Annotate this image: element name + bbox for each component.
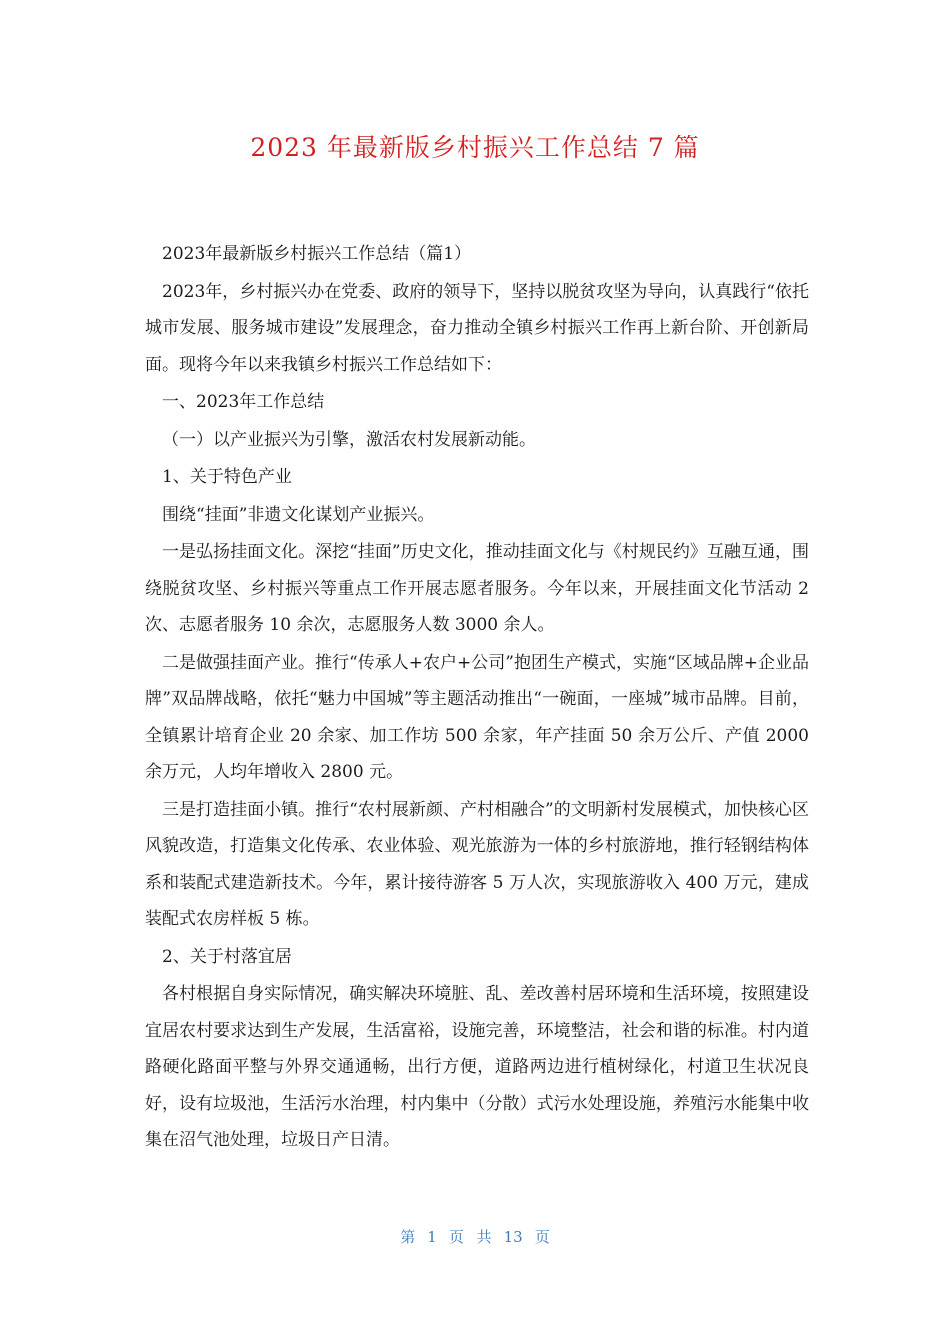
footer-middle: 页 共 — [448, 1228, 492, 1246]
body-paragraph: 二是做强挂面产业。推行“传承人+农户+公司”抱团生产模式，实施“区域品牌+企业品牌”双品牌战略，依托“魅力中国城”等主题活动推出“一碗面，一座城”城市品牌。目前，全镇累计培育企业 20 余家、加工作坊 500 余家，年产挂面 50 余万公斤、产值 2000 余万元，人均年增收入 2800 元。 — [145, 652, 809, 782]
intro-paragraph: 2023年，乡村振兴办在党委、政府的领导下，坚持以脱贫攻坚为导向，认真践行“依托城市发展、服务城市建设”发展理念，奋力推动全镇乡村振兴工作再上新台阶、开创新局面。现将今年以来我镇乡村振兴工作总结如下： — [145, 281, 809, 375]
body-paragraph: 围绕“挂面”非遗文化谋划产业振兴。 — [162, 504, 435, 525]
body-paragraph: 三是打造挂面小镇。推行“农村展新颜、产村相融合”的文明新村发展模式，加快核心区风貌改造，打造集文化传承、农业体验、观光旅游为一体的乡村旅游地，推行轻钢结构体系和装配式建造新技术。今年，累计接待游客 5 万人次，实现旅游收入 400 万元，建成装配式农房样板 5 栋。 — [145, 799, 809, 929]
document-body — [145, 236, 809, 1159]
body-paragraph: 一是弘扬挂面文化。深挖“挂面”历史文化，推动挂面文化与《村规民约》互融互通，围绕脱贫攻坚、乡村振兴等重点工作开展志愿者服务。今年以来，开展挂面文化节活动 2 次、志愿者服务 10 余次，志愿服务人数 3000 余人。 — [145, 542, 809, 635]
body-paragraph: 各村根据自身实际情况，确实解决环境脏、乱、差改善村居环境和生活环境，按照建设宜居农村要求达到生产发展，生活富裕，设施完善，环境整洁，社会和谐的标准。村内道路硬化路面平整与外界交通通畅，出行方便，道路两边进行植树绿化，村道卫生状况良好，设有垃圾池，生活污水治理，村内集中（分散）式污水处理设施，养殖污水能集中收集在沼气池处理，垃圾日产日清。 — [145, 984, 809, 1150]
item-heading: 1、关于特色产业 — [162, 467, 292, 487]
subsection-heading: （一）以产业振兴为引擎，激活农村发展新动能。 — [162, 429, 536, 450]
section-heading: 2023年最新版乡村振兴工作总结（篇1） — [162, 244, 472, 264]
footer-suffix: 页 — [534, 1228, 550, 1246]
document-title: 2023 年最新版乡村振兴工作总结 7 篇 — [250, 133, 700, 162]
footer-total-pages: 13 — [503, 1228, 523, 1246]
chapter-heading: 一、2023年工作总结 — [162, 392, 325, 412]
page-footer — [0, 1226, 950, 1247]
footer-prefix: 第 — [400, 1228, 416, 1246]
item-heading: 2、关于村落宜居 — [162, 946, 292, 967]
footer-page-number: 1 — [427, 1228, 437, 1246]
